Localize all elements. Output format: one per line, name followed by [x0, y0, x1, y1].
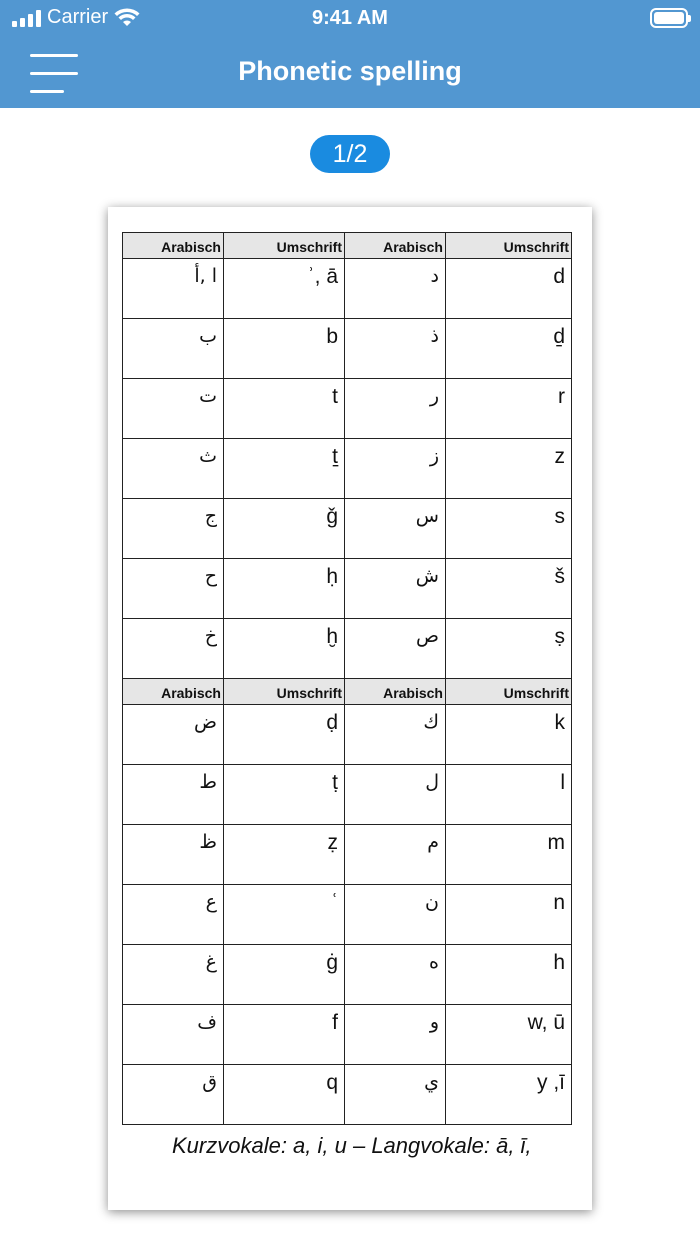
arabic-letter-cell: م — [345, 825, 446, 885]
transcription-cell: ǧ — [224, 499, 345, 559]
table-row — [123, 885, 572, 945]
transcription-cell: n — [446, 885, 572, 945]
table-row — [123, 619, 572, 679]
arabic-letter-cell: ر — [345, 379, 446, 439]
arabic-letter-cell: ج — [123, 499, 224, 559]
transcription-cell: ʿ — [224, 885, 345, 945]
arabic-letter-cell: س — [345, 499, 446, 559]
column-header: Umschrift — [446, 679, 572, 705]
column-header: Arabisch — [123, 233, 224, 259]
clock: 9:41 AM — [312, 7, 388, 29]
column-header: Arabisch — [123, 679, 224, 705]
table-row — [123, 379, 572, 439]
transcription-cell: m — [446, 825, 572, 885]
column-header: Arabisch — [345, 679, 446, 705]
transcription-cell: k — [446, 705, 572, 765]
arabic-letter-cell: ا ,أ — [123, 259, 224, 319]
phonetic-table — [122, 232, 572, 1125]
arabic-letter-cell: ض — [123, 705, 224, 765]
transcription-cell: t — [224, 379, 345, 439]
table-row — [123, 319, 572, 379]
table-row — [123, 259, 572, 319]
arabic-letter-cell: ص — [345, 619, 446, 679]
table-row — [123, 1005, 572, 1065]
arabic-letter-cell: ق — [123, 1065, 224, 1125]
table-row — [123, 559, 572, 619]
arabic-letter-cell: خ — [123, 619, 224, 679]
table-row — [123, 1065, 572, 1125]
column-header: Umschrift — [224, 233, 345, 259]
arabic-letter-cell: ف — [123, 1005, 224, 1065]
arabic-letter-cell: ط — [123, 765, 224, 825]
transcription-cell: y ,ī — [446, 1065, 572, 1125]
transcription-cell: b — [224, 319, 345, 379]
table-row — [123, 945, 572, 1005]
document-page — [108, 207, 592, 1210]
arabic-letter-cell: د — [345, 259, 446, 319]
table-header-row — [123, 679, 572, 705]
transcription-cell: d — [446, 259, 572, 319]
table-header-row — [123, 233, 572, 259]
transcription-cell: ḏ — [446, 319, 572, 379]
transcription-cell: ḥ — [224, 559, 345, 619]
column-header: Umschrift — [446, 233, 572, 259]
table-row — [123, 765, 572, 825]
arabic-letter-cell: ه — [345, 945, 446, 1005]
transcription-cell: h — [446, 945, 572, 1005]
arabic-letter-cell: ل — [345, 765, 446, 825]
arabic-letter-cell: ز — [345, 439, 446, 499]
table-row — [123, 499, 572, 559]
transcription-cell: š — [446, 559, 572, 619]
table-row — [123, 825, 572, 885]
transcription-cell: ṯ — [224, 439, 345, 499]
arabic-letter-cell: ش — [345, 559, 446, 619]
arabic-letter-cell: ح — [123, 559, 224, 619]
column-header: Arabisch — [345, 233, 446, 259]
page-title: Phonetic spelling — [238, 56, 462, 86]
nav-bar — [0, 40, 700, 108]
transcription-cell: w, ū — [446, 1005, 572, 1065]
arabic-letter-cell: ي — [345, 1065, 446, 1125]
table-row — [123, 439, 572, 499]
transcription-cell: ġ — [224, 945, 345, 1005]
arabic-letter-cell: ب — [123, 319, 224, 379]
arabic-letter-cell: ع — [123, 885, 224, 945]
column-header: Umschrift — [224, 679, 345, 705]
battery-icon — [650, 8, 688, 28]
transcription-cell: ʾ, ā — [224, 259, 345, 319]
transcription-cell: ṭ — [224, 765, 345, 825]
page-indicator: 1/2 — [310, 135, 390, 173]
carrier-label: Carrier — [47, 6, 109, 28]
transcription-cell: q — [224, 1065, 345, 1125]
arabic-letter-cell: ت — [123, 379, 224, 439]
transcription-cell: ḍ — [224, 705, 345, 765]
transcription-cell: s — [446, 499, 572, 559]
transcription-cell: ḫ — [224, 619, 345, 679]
status-bar — [0, 0, 700, 40]
transcription-cell: ẓ — [224, 825, 345, 885]
table-row — [123, 705, 572, 765]
transcription-cell: r — [446, 379, 572, 439]
transcription-cell: f — [224, 1005, 345, 1065]
arabic-letter-cell: ث — [123, 439, 224, 499]
arabic-letter-cell: ذ — [345, 319, 446, 379]
arabic-letter-cell: و — [345, 1005, 446, 1065]
arabic-letter-cell: ظ — [123, 825, 224, 885]
arabic-letter-cell: ك — [345, 705, 446, 765]
transcription-cell: ṣ — [446, 619, 572, 679]
arabic-letter-cell: ن — [345, 885, 446, 945]
arabic-letter-cell: غ — [123, 945, 224, 1005]
transcription-cell: z — [446, 439, 572, 499]
transcription-cell: l — [446, 765, 572, 825]
vowel-footnote: Kurzvokale: a, i, u – Langvokale: ā, ī, — [172, 1133, 532, 1158]
